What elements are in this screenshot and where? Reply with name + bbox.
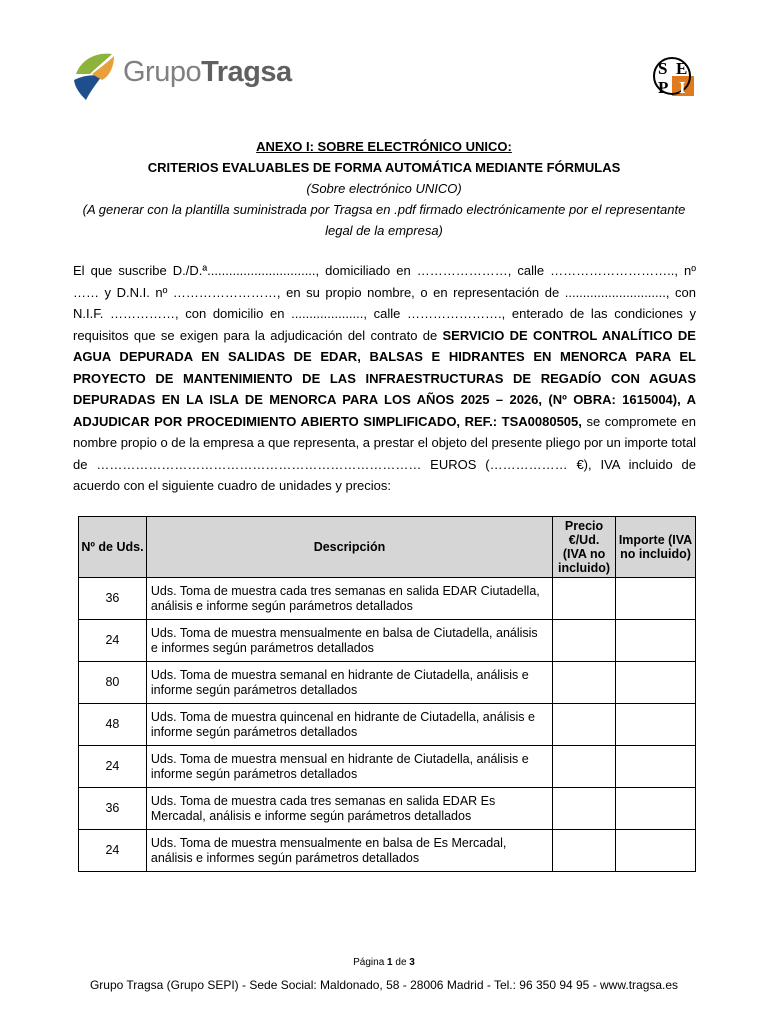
table-row <box>79 620 696 662</box>
row-qty: 24 <box>79 830 147 872</box>
table-row <box>79 788 696 830</box>
tragsa-logo-text <box>123 56 292 89</box>
header-description: Descripción <box>146 517 552 578</box>
row-qty: 36 <box>79 788 147 830</box>
logo-text-bold: Tragsa <box>201 56 292 88</box>
criteria-title: CRITERIOS EVALUABLES DE FORMA AUTOMÁTICA MEDIANTE FÓRMULAS <box>147 160 621 175</box>
row-qty: 24 <box>79 746 147 788</box>
sepi-letter-i: I <box>679 78 686 97</box>
row-amount-cell[interactable] <box>616 704 696 746</box>
page-prefix: Página <box>353 957 385 968</box>
page-total: 3 <box>409 957 415 968</box>
row-unit-price-cell[interactable] <box>553 746 616 788</box>
table-row <box>79 746 696 788</box>
declaration-paragraph <box>73 260 696 497</box>
row-description: Uds. Toma de muestra cada tres semanas en salida EDAR Es Mercadal, análisis e informe según parámetros detallados <box>146 788 552 830</box>
row-unit-price-cell[interactable] <box>553 704 616 746</box>
table-row <box>79 704 696 746</box>
row-qty: 48 <box>79 704 147 746</box>
header-amount: Importe (IVA no incluido) <box>616 517 696 578</box>
sepi-letter-p: P <box>658 78 669 97</box>
row-description: Uds. Toma de muestra quincenal en hidrante de Ciutadella, análisis e informe según parámetros detallados <box>146 704 552 746</box>
row-qty: 80 <box>79 662 147 704</box>
table-header-row <box>79 517 696 578</box>
row-unit-price-cell[interactable] <box>553 830 616 872</box>
row-amount-cell[interactable] <box>616 746 696 788</box>
template-note: (A generar con la plantilla suministrada por Tragsa en .pdf firmado electrónicamente por el representante legal de la empresa) <box>82 202 686 238</box>
page-number <box>0 957 768 968</box>
declaration-intro: El que suscribe D./D.ª.............................., domiciliado en …………………, calle ……………………….., nº …… y D.N.I. nº ……………………, en su propio nombre, o en representación de ............................, con N.I.F. ……………, con domicilio en ...................., calle …………………., enterado de las condiciones y requisitos que se exigen para la adjudicación del contrato de <box>73 263 696 343</box>
sepi-letter-e: E <box>676 59 688 78</box>
row-unit-price-cell[interactable] <box>553 620 616 662</box>
contract-name: SERVICIO DE CONTROL ANALÍTICO DE AGUA DEPURADA EN SALIDAS DE EDAR, BALSAS E HIDRANTES EN MENORCA PARA EL PROYECTO DE MANTENIMIENTO DE LAS INFRAESTRUCTURAS DE REGADÍO CON AGUAS DEPURADAS EN LA ISLA DE MENORCA PARA LOS AÑOS 2025 – 2026, (Nº OBRA: 1615004), A ADJUDICAR POR PROCEDIMIENTO ABIERTO SIMPLIFICADO, REF.: TSA0080505, <box>73 327 696 429</box>
row-unit-price-cell[interactable] <box>553 578 616 620</box>
page-footer: Grupo Tragsa (Grupo SEPI) - Sede Social: Maldonado, 58 - 28006 Madrid - Tel.: 96 350 94 95 - www.tragsa.es <box>89 978 679 992</box>
header-qty: Nº de Uds. <box>79 517 147 578</box>
row-description: Uds. Toma de muestra mensual en hidrante de Ciutadella, análisis e informe según parámetros detallados <box>146 746 552 788</box>
page-header <box>0 0 768 110</box>
row-description: Uds. Toma de muestra mensualmente en balsa de Ciutadella, análisis e informes según parámetros detallados <box>146 620 552 662</box>
row-description: Uds. Toma de muestra mensualmente en balsa de Es Mercadal, análisis e informes según parámetros detallados <box>146 830 552 872</box>
table-row <box>79 578 696 620</box>
row-amount-cell[interactable] <box>616 578 696 620</box>
table-row <box>79 830 696 872</box>
row-amount-cell[interactable] <box>616 620 696 662</box>
row-qty: 24 <box>79 620 147 662</box>
row-amount-cell[interactable] <box>616 788 696 830</box>
units-price-table <box>78 516 696 872</box>
document-titles <box>72 136 696 241</box>
page-sep: de <box>395 957 407 968</box>
declaration-commitment: se compromete en nombre propio o de la empresa a que representa, a prestar el objeto del presente pliego por un importe total de ………………………………………………………………… EUROS (……………… €), IVA incluido de acuerdo con el siguiente cuadro de unidades y precios: <box>73 413 696 493</box>
annex-title: ANEXO I: SOBRE ELECTRÓNICO UNICO: <box>256 139 512 154</box>
envelope-subtitle: (Sobre electrónico UNICO) <box>306 181 462 196</box>
row-description: Uds. Toma de muestra semanal en hidrante de Ciutadella, análisis e informe según parámetros detallados <box>146 662 552 704</box>
row-description: Uds. Toma de muestra cada tres semanas en salida EDAR Ciutadella, análisis e informe según parámetros detallados <box>146 578 552 620</box>
sepi-letter-s: S <box>658 59 668 78</box>
page-current: 1 <box>387 957 393 968</box>
row-unit-price-cell[interactable] <box>553 662 616 704</box>
row-amount-cell[interactable] <box>616 830 696 872</box>
row-qty: 36 <box>79 578 147 620</box>
table-row <box>79 662 696 704</box>
tragsa-logo-icon <box>72 50 116 102</box>
logo-text-light: Grupo <box>123 56 202 88</box>
row-unit-price-cell[interactable] <box>553 788 616 830</box>
sepi-logo-icon <box>652 54 698 98</box>
header-unit-price: Precio €/Ud. (IVA no incluido) <box>553 517 616 578</box>
row-amount-cell[interactable] <box>616 662 696 704</box>
